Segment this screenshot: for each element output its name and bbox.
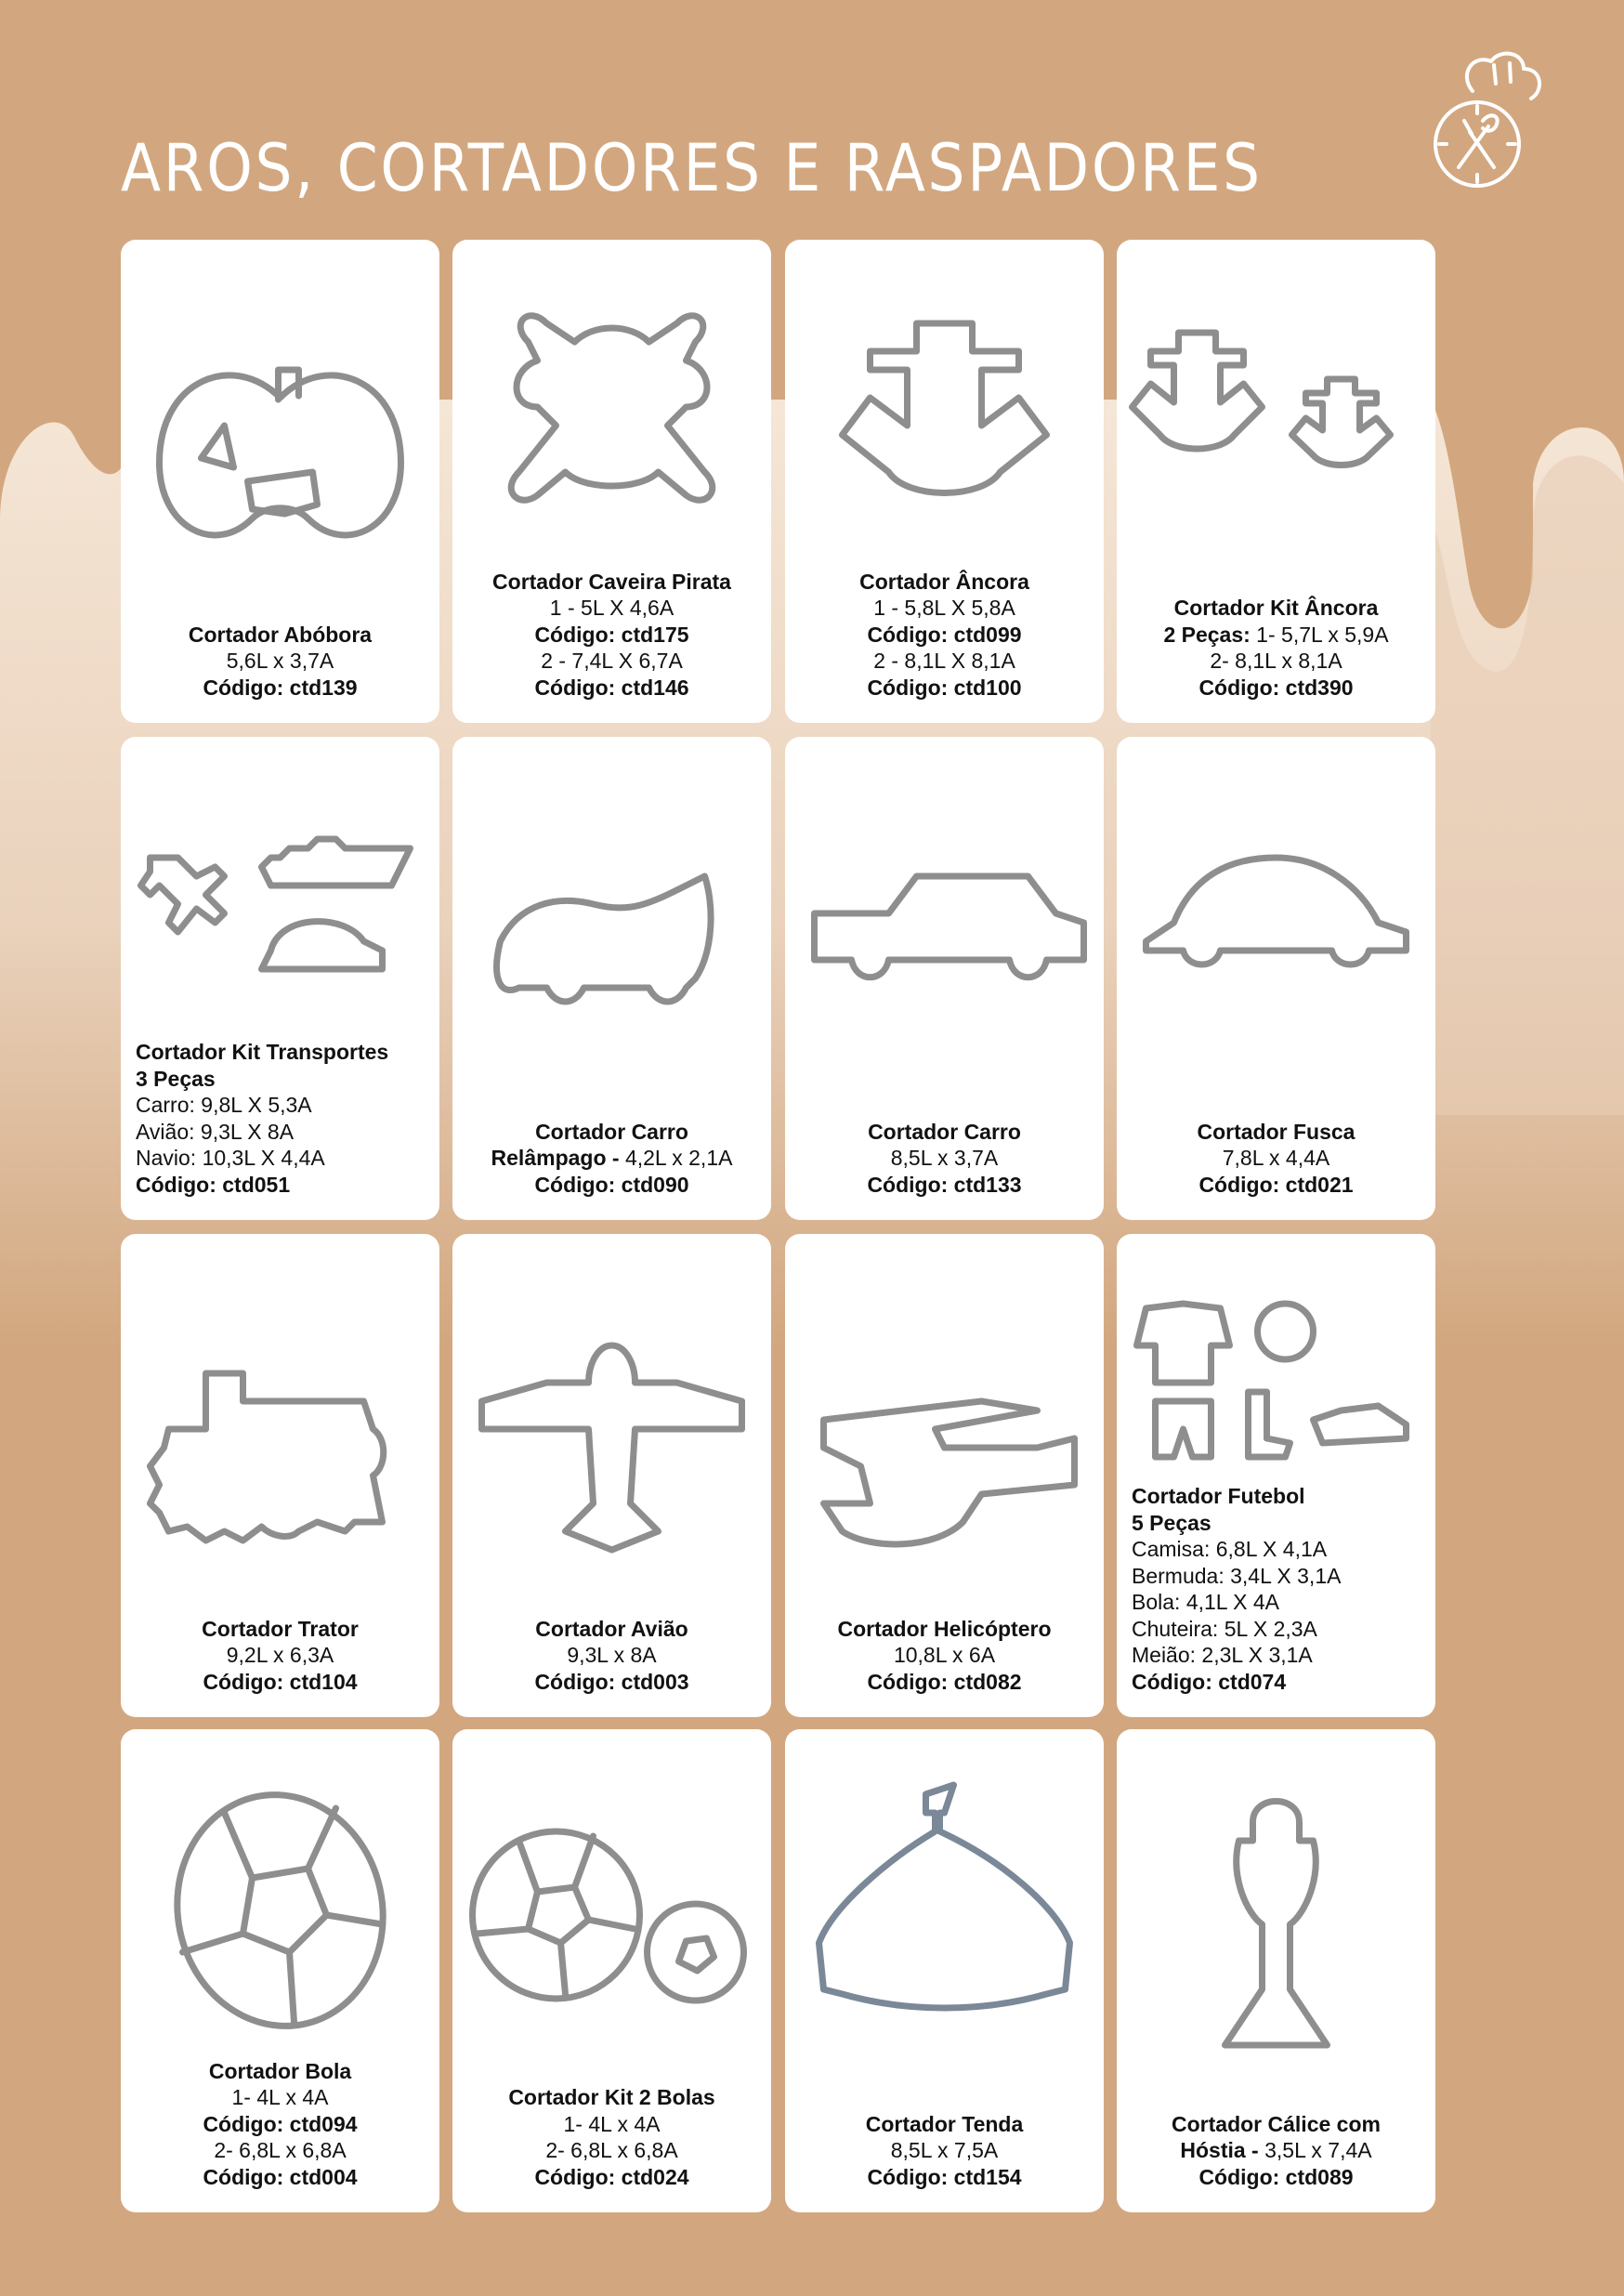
product-size: 5,6L x 3,7A — [226, 649, 334, 673]
transport-kit-cutter-icon — [130, 820, 430, 1006]
product-caption — [462, 1616, 762, 1696]
product-name: Cortador Helicóptero — [837, 1616, 1052, 1641]
product-size-plane: Avião: 9,3L X 8A — [136, 1119, 295, 1144]
chef-hat-clock-whisk-icon — [1421, 46, 1552, 195]
product-caption — [1126, 595, 1426, 701]
product-size-car: Carro: 9,8L X 5,3A — [136, 1093, 312, 1117]
product-name-2: Hóstia - — [1180, 2138, 1259, 2162]
product-caption — [130, 1616, 430, 1696]
product-code: Código: ctd082 — [867, 1669, 1022, 1694]
product-card-tractor[interactable] — [121, 1234, 439, 1717]
product-code: Código: ctd021 — [1198, 1172, 1354, 1197]
product-code: Código: ctd003 — [534, 1669, 689, 1694]
product-size: 1- 5,7L x 5,9A — [1250, 622, 1389, 647]
product-size-shorts: Bermuda: 3,4L X 3,1A — [1132, 1563, 1342, 1588]
product-card-anchor[interactable] — [785, 240, 1104, 723]
product-caption — [1132, 1483, 1426, 1695]
product-caption — [794, 1119, 1094, 1199]
product-size-2: 2 - 8,1L X 8,1A — [873, 649, 1015, 673]
product-code-2: Código: ctd146 — [534, 675, 689, 700]
product-card-car[interactable] — [785, 737, 1104, 1220]
product-name: Cortador Tenda — [865, 2111, 1024, 2136]
product-name: Cortador Avião — [535, 1616, 688, 1641]
product-size-boot: Chuteira: 5L X 2,3A — [1132, 1616, 1317, 1641]
product-name: Cortador Âncora — [859, 569, 1029, 594]
product-card-anchor-kit[interactable] — [1117, 240, 1435, 723]
product-code: Código: ctd104 — [203, 1669, 358, 1694]
product-size: 9,2L x 6,3A — [226, 1643, 334, 1667]
product-pieces: 2 Peças: — [1163, 622, 1251, 647]
product-name: Cortador Kit Âncora — [1173, 596, 1379, 620]
product-card-pirate-skull[interactable] — [452, 240, 771, 723]
product-name: Cortador Kit 2 Bolas — [508, 2085, 715, 2109]
product-size: 3,5L x 7,4A — [1258, 2138, 1372, 2162]
football-kit-cutter-icon — [1126, 1290, 1426, 1466]
product-size-ship: Navio: 10,3L X 4,4A — [136, 1146, 325, 1170]
product-size: 1- 4L x 4A — [231, 2085, 329, 2109]
anchor-cutter-icon — [794, 286, 1094, 565]
product-code: Código: ctd390 — [1198, 675, 1354, 700]
product-card-transport-kit[interactable] — [121, 737, 439, 1220]
product-caption — [794, 1616, 1094, 1696]
product-size: 9,3L x 8A — [567, 1643, 657, 1667]
product-size-ball: Bola: 4,1L X 4A — [1132, 1590, 1279, 1614]
product-card-lightning-car[interactable] — [452, 737, 771, 1220]
circus-tent-cutter-icon — [794, 1776, 1094, 2054]
product-size: 1 - 5L X 4,6A — [549, 596, 674, 620]
product-card-helicopter[interactable] — [785, 1234, 1104, 1717]
product-code-2: Código: ctd100 — [867, 675, 1022, 700]
product-size: 7,8L x 4,4A — [1222, 1146, 1330, 1170]
product-card-football-kit[interactable] — [1117, 1234, 1435, 1717]
product-name: Cortador Caveira Pirata — [492, 569, 731, 594]
product-size: 8,5L x 7,5A — [890, 2138, 999, 2162]
product-size: 4,2L x 2,1A — [619, 1146, 733, 1170]
chalice-host-cutter-icon — [1126, 1785, 1426, 2064]
product-size-2: 2- 6,8L x 6,8A — [545, 2138, 678, 2162]
product-name-2: Relâmpago - — [491, 1146, 620, 1170]
tractor-cutter-icon — [130, 1345, 430, 1568]
product-name: Cortador Kit Transportes — [136, 1040, 389, 1064]
product-name: Cortador Carro — [868, 1119, 1021, 1144]
skull-crossbones-cutter-icon — [462, 286, 762, 556]
pumpkin-cutter-icon — [130, 314, 430, 621]
product-caption — [794, 569, 1094, 702]
page-title: AROS, CORTADORES E RASPADORES — [121, 130, 1263, 206]
product-size: 1 - 5,8L X 5,8A — [873, 596, 1015, 620]
product-name: Cortador Trator — [202, 1616, 359, 1641]
product-card-ball[interactable] — [121, 1729, 439, 2212]
product-card-airplane[interactable] — [452, 1234, 771, 1717]
product-size: 8,5L x 3,7A — [890, 1146, 999, 1170]
product-code: Código: ctd024 — [534, 2164, 689, 2189]
product-size-sock: Meião: 2,3L X 3,1A — [1132, 1643, 1313, 1667]
product-code: Código: ctd074 — [1132, 1669, 1287, 1694]
race-car-cutter-icon — [462, 848, 762, 1053]
product-caption — [130, 622, 430, 702]
helicopter-cutter-icon — [794, 1383, 1094, 1587]
product-caption — [794, 2111, 1094, 2191]
product-code: Código: ctd094 — [203, 2111, 358, 2136]
product-card-beetle[interactable] — [1117, 737, 1435, 1220]
product-code: Código: ctd175 — [534, 622, 689, 647]
airplane-cutter-icon — [462, 1327, 762, 1568]
product-card-chalice[interactable] — [1117, 1729, 1435, 2212]
two-balls-cutter-icon — [462, 1804, 762, 2045]
product-pieces: 3 Peças — [136, 1066, 216, 1091]
product-code: Código: ctd051 — [136, 1172, 291, 1197]
product-name: Cortador Bola — [208, 2058, 352, 2083]
product-caption — [462, 569, 762, 702]
product-code: Código: ctd133 — [867, 1172, 1022, 1197]
anchor-kit-cutter-icon — [1126, 305, 1426, 546]
product-caption — [462, 1119, 762, 1199]
beetle-car-cutter-icon — [1126, 839, 1426, 1043]
product-size-2: 2 - 7,4L X 6,7A — [541, 649, 683, 673]
soccer-ball-cutter-icon — [130, 1776, 430, 2045]
product-caption — [130, 2058, 430, 2191]
car-cutter-icon — [794, 848, 1094, 1053]
product-card-pumpkin[interactable] — [121, 240, 439, 723]
product-code: Código: ctd154 — [867, 2164, 1022, 2189]
product-caption — [1126, 2111, 1426, 2191]
product-size-2: 2- 8,1L x 8,1A — [1210, 649, 1342, 673]
product-name: Cortador Carro — [535, 1119, 688, 1144]
product-name: Cortador Cálice com — [1172, 2111, 1381, 2136]
product-card-two-balls[interactable] — [452, 1729, 771, 2212]
product-card-tent[interactable] — [785, 1729, 1104, 2212]
product-size-shirt: Camisa: 6,8L X 4,1A — [1132, 1537, 1328, 1561]
product-name: Cortador Abóbora — [188, 622, 373, 647]
product-pieces: 5 Peças — [1132, 1510, 1211, 1535]
product-size-2: 2- 6,8L x 6,8A — [214, 2138, 347, 2162]
product-code: Código: ctd099 — [867, 622, 1022, 647]
product-code: Código: ctd139 — [203, 675, 358, 700]
product-size: 1- 4L x 4A — [563, 2111, 661, 2136]
product-caption — [136, 1039, 430, 1198]
product-name: Cortador Futebol — [1132, 1484, 1305, 1508]
product-size: 10,8L x 6A — [893, 1643, 996, 1667]
product-caption — [462, 2084, 762, 2190]
product-code: Código: ctd090 — [534, 1172, 689, 1197]
product-code-2: Código: ctd004 — [203, 2164, 358, 2189]
product-name: Cortador Fusca — [1197, 1119, 1356, 1144]
product-code: Código: ctd089 — [1198, 2164, 1354, 2189]
product-caption — [1126, 1119, 1426, 1199]
